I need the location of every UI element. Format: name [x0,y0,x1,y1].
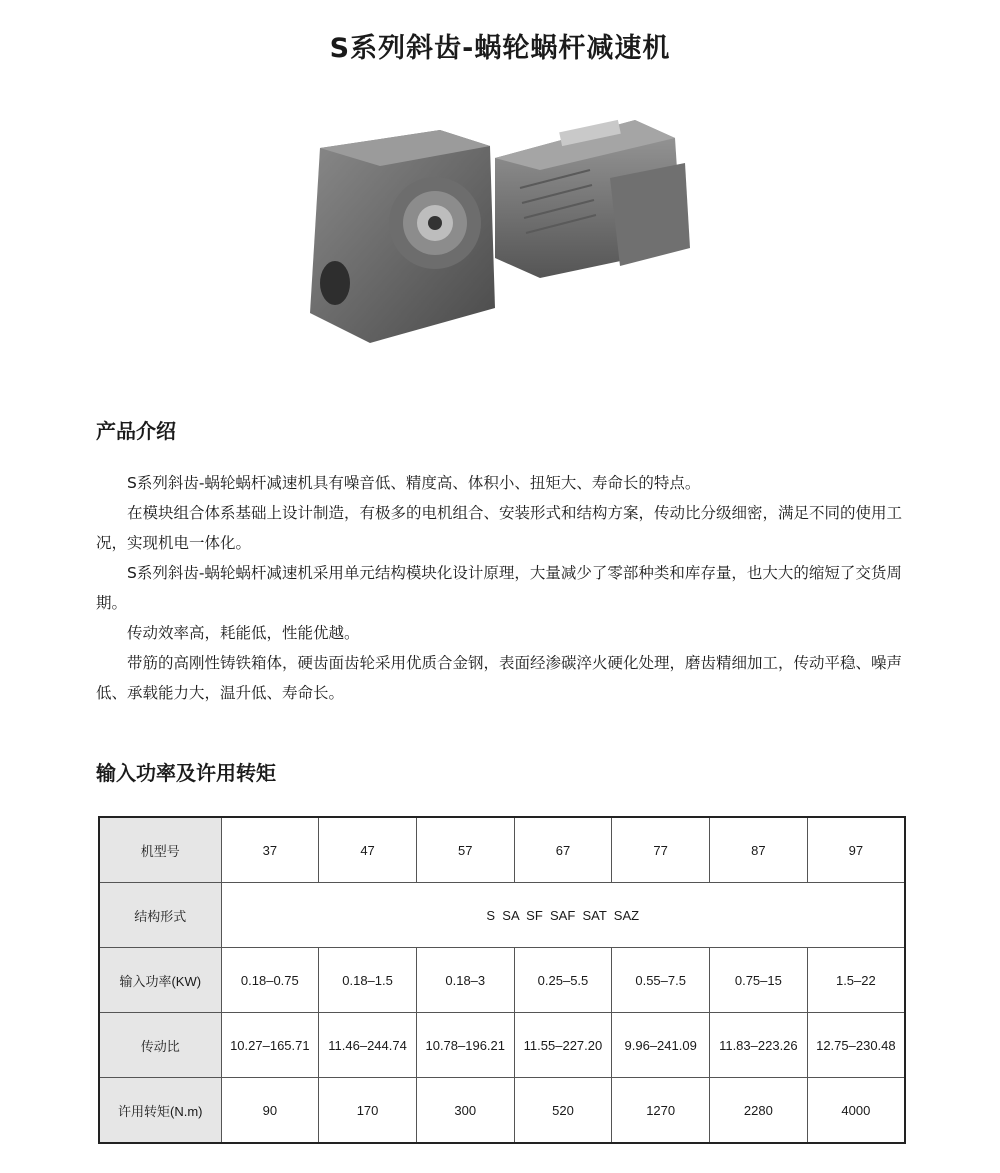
table-cell: 10.78–196.21 [416,1013,514,1078]
spec-table [98,816,906,1144]
table-cell: 9.96–241.09 [612,1013,710,1078]
intro-paragraph: S系列斜齿-蜗轮蜗杆减速机具有噪音低、精度高、体积小、扭矩大、寿命长的特点。 [127,474,701,492]
intro-paragraph: 传动效率高，耗能低，性能优越。 [127,624,360,642]
table-cell: 4000 [807,1078,905,1144]
table-cell: 77 [612,817,710,883]
intro-paragraph: 在模块组合体系基础上设计制造，有极多的电机组合、安装形式和结构方案，传动比分级细密，满足不同的使用工况，实现机电一体化。 [96,504,903,552]
intro-heading: 产品介绍 [96,419,176,443]
table-cell: 10.27–165.71 [221,1013,319,1078]
row-label: 许用转矩(N.m) [99,1078,221,1144]
table-cell: 520 [514,1078,612,1144]
page-title: S系列斜齿-蜗轮蜗杆减速机 [329,33,671,64]
table-cell: 67 [514,817,612,883]
gear-reducer-motor-image [290,108,720,353]
intro-paragraph: 带筋的高刚性铸铁箱体，硬齿面齿轮采用优质合金钢，表面经渗碳淬火硬化处理，磨齿精细加工，传动平稳、噪声低、承载能力大，温升低、寿命长。 [96,654,903,702]
intro-paragraph: S系列斜齿-蜗轮蜗杆减速机采用单元结构模块化设计原理，大量减少了零部种类和库存量，也大大的缩短了交货周期。 [96,564,902,612]
table-cell: 1270 [612,1078,710,1144]
table-cell: 1.5–22 [807,948,905,1013]
intro-text [96,468,916,708]
table-cell: 0.18–3 [416,948,514,1013]
row-label: 机型号 [99,817,221,883]
table-cell: 11.55–227.20 [514,1013,612,1078]
table-cell: 0.55–7.5 [612,948,710,1013]
table-cell: 97 [807,817,905,883]
spec-heading: 输入功率及许用转矩 [96,761,276,785]
table-cell: 11.83–223.26 [710,1013,808,1078]
table-cell: S SA SF SAF SAT SAZ [221,883,905,948]
table-cell: 11.46–244.74 [319,1013,417,1078]
table-cell: 300 [416,1078,514,1144]
row-label: 传动比 [99,1013,221,1078]
table-row [99,1013,905,1078]
row-label: 结构形式 [99,883,221,948]
table-row [99,817,905,883]
table-cell: 2280 [710,1078,808,1144]
table-cell: 12.75–230.48 [807,1013,905,1078]
table-cell: 0.25–5.5 [514,948,612,1013]
table-row [99,883,905,948]
table-cell: 87 [710,817,808,883]
table-row [99,948,905,1013]
table-cell: 47 [319,817,417,883]
table-cell: 170 [319,1078,417,1144]
table-cell: 0.18–0.75 [221,948,319,1013]
table-cell: 57 [416,817,514,883]
table-cell: 0.18–1.5 [319,948,417,1013]
row-label: 输入功率(KW) [99,948,221,1013]
table-row [99,1078,905,1144]
table-cell: 37 [221,817,319,883]
table-cell: 0.75–15 [710,948,808,1013]
table-cell: 90 [221,1078,319,1144]
